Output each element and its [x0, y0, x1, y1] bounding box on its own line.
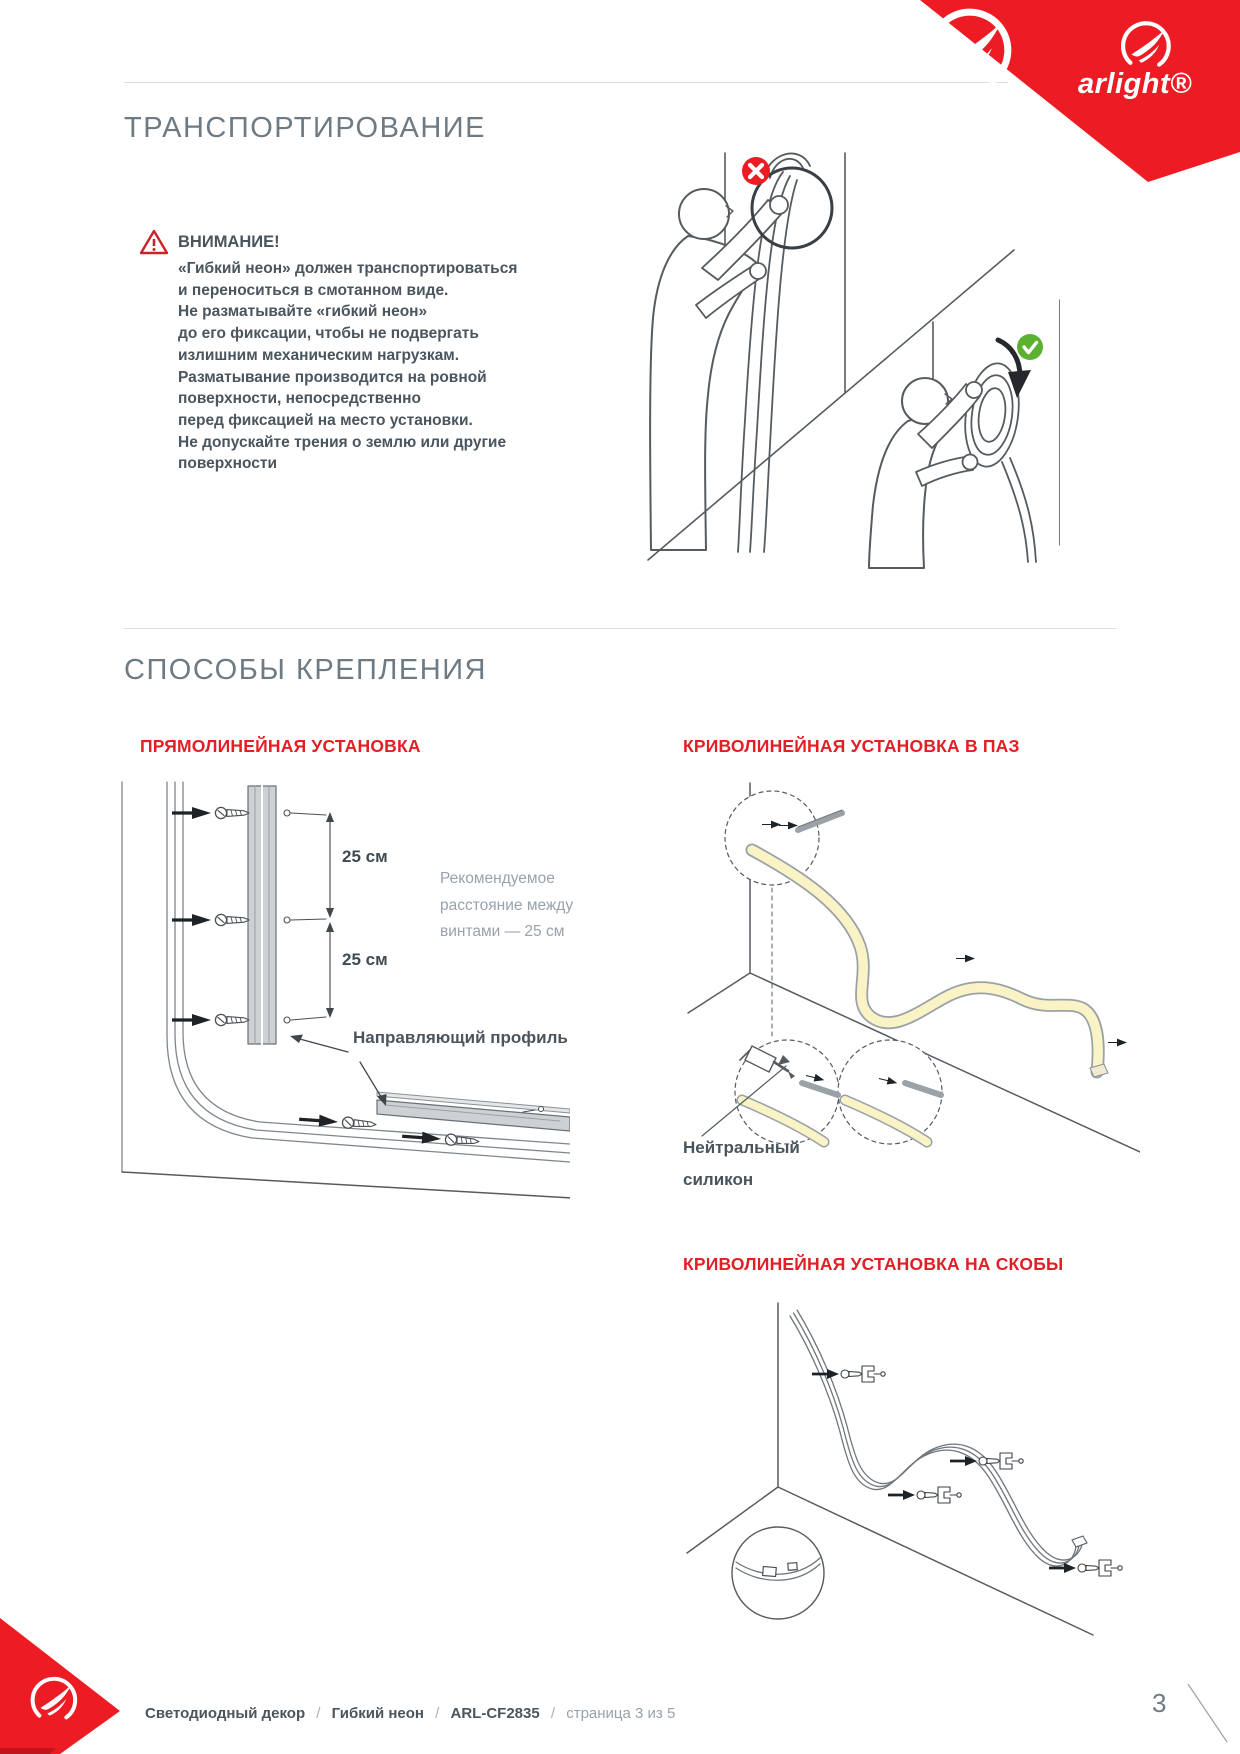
warning-line: излишним механическим нагрузкам.: [178, 346, 460, 364]
cross-badge-icon: [742, 157, 770, 185]
crumb-separator: /: [550, 1705, 556, 1722]
groove-install-title: КРИВОЛИНЕЙНАЯ УСТАНОВКА В ПАЗ: [683, 736, 1020, 756]
crumb-separator: /: [435, 1705, 440, 1722]
dimension-label-top: 25 см: [342, 847, 388, 866]
clips-install-title: КРИВОЛИНЕЙНАЯ УСТАНОВКА НА СКОБЫ: [683, 1254, 1064, 1274]
warning-icon: [138, 228, 170, 256]
warning-title: ВНИМАНИЕ!: [178, 233, 280, 251]
neon-wave: [790, 1310, 1087, 1566]
warning-line: «Гибкий неон» должен транспортироваться: [178, 260, 518, 277]
wrong-method-figure: [650, 153, 845, 552]
brand-corner-bottom-left: [0, 1612, 130, 1754]
warning-line: поверхности, непосредственно: [178, 390, 421, 408]
screw-spacing-note: Рекомендуемое расстояние между винтами — 25 см: [440, 870, 574, 940]
crumb-sku: ARL-CF2835: [450, 1705, 540, 1722]
page-info: страница 3 из 5: [566, 1705, 676, 1722]
clip-icon: [1049, 1560, 1122, 1576]
dimension-line: [326, 812, 334, 1018]
clip-detail-circle: [732, 1527, 824, 1619]
warning-line: Не разматывайте «гибкий неон»: [178, 303, 428, 321]
guide-profile-horizontal: [377, 1092, 570, 1131]
neon-ribbon: [752, 850, 1108, 1077]
silicone-detail-circles: [735, 1040, 942, 1144]
crumb-category: Светодиодный декор: [145, 1705, 306, 1722]
warning-line: до его фиксации, чтобы не подвергать: [178, 325, 479, 343]
transport-illustration: [580, 120, 1060, 570]
warning-line: перед фиксацией на место установки.: [178, 411, 473, 429]
warning-line: и переноситься в смотанном виде.: [178, 281, 449, 299]
warning-line: поверхности: [178, 455, 278, 473]
check-badge-icon: [1017, 334, 1043, 360]
dimension-label-bottom: 25 см: [342, 950, 388, 969]
crumb-product: Гибкий неон: [331, 1705, 424, 1722]
page-corner-line: [1185, 1682, 1230, 1744]
section-divider: [124, 628, 1116, 629]
warning-line: Не допускайте трения о землю или другие: [178, 433, 507, 451]
warning-text: [178, 258, 517, 475]
crumb-separator: /: [316, 1705, 321, 1722]
groove-install-diagram: [640, 770, 1140, 1195]
mounting-title: СПОСОБЫ КРЕПЛЕНИЯ: [124, 654, 487, 686]
silicone-label: силикон: [683, 1170, 754, 1189]
guide-profile-vertical: [248, 786, 276, 1044]
brand-name: arlight®: [1078, 68, 1192, 100]
silicone-label: Нейтральный: [683, 1138, 800, 1157]
breadcrumb: [145, 1705, 675, 1722]
warning-line: Разматывание производится на ровной: [178, 368, 487, 386]
clips-install-diagram: [640, 1290, 1140, 1650]
guide-profile-label: Направляющий профиль: [353, 1028, 568, 1047]
top-rule: [124, 82, 1008, 83]
clip-icon: [888, 1487, 961, 1503]
page-number: 3: [1152, 1688, 1167, 1718]
arlight-logo-icon: [1116, 16, 1176, 76]
straight-install-title: ПРЯМОЛИНЕЙНАЯ УСТАНОВКА: [140, 736, 421, 756]
straight-install-diagram: [110, 770, 570, 1200]
transport-title: ТРАНСПОРТИРОВАНИЕ: [124, 112, 486, 144]
